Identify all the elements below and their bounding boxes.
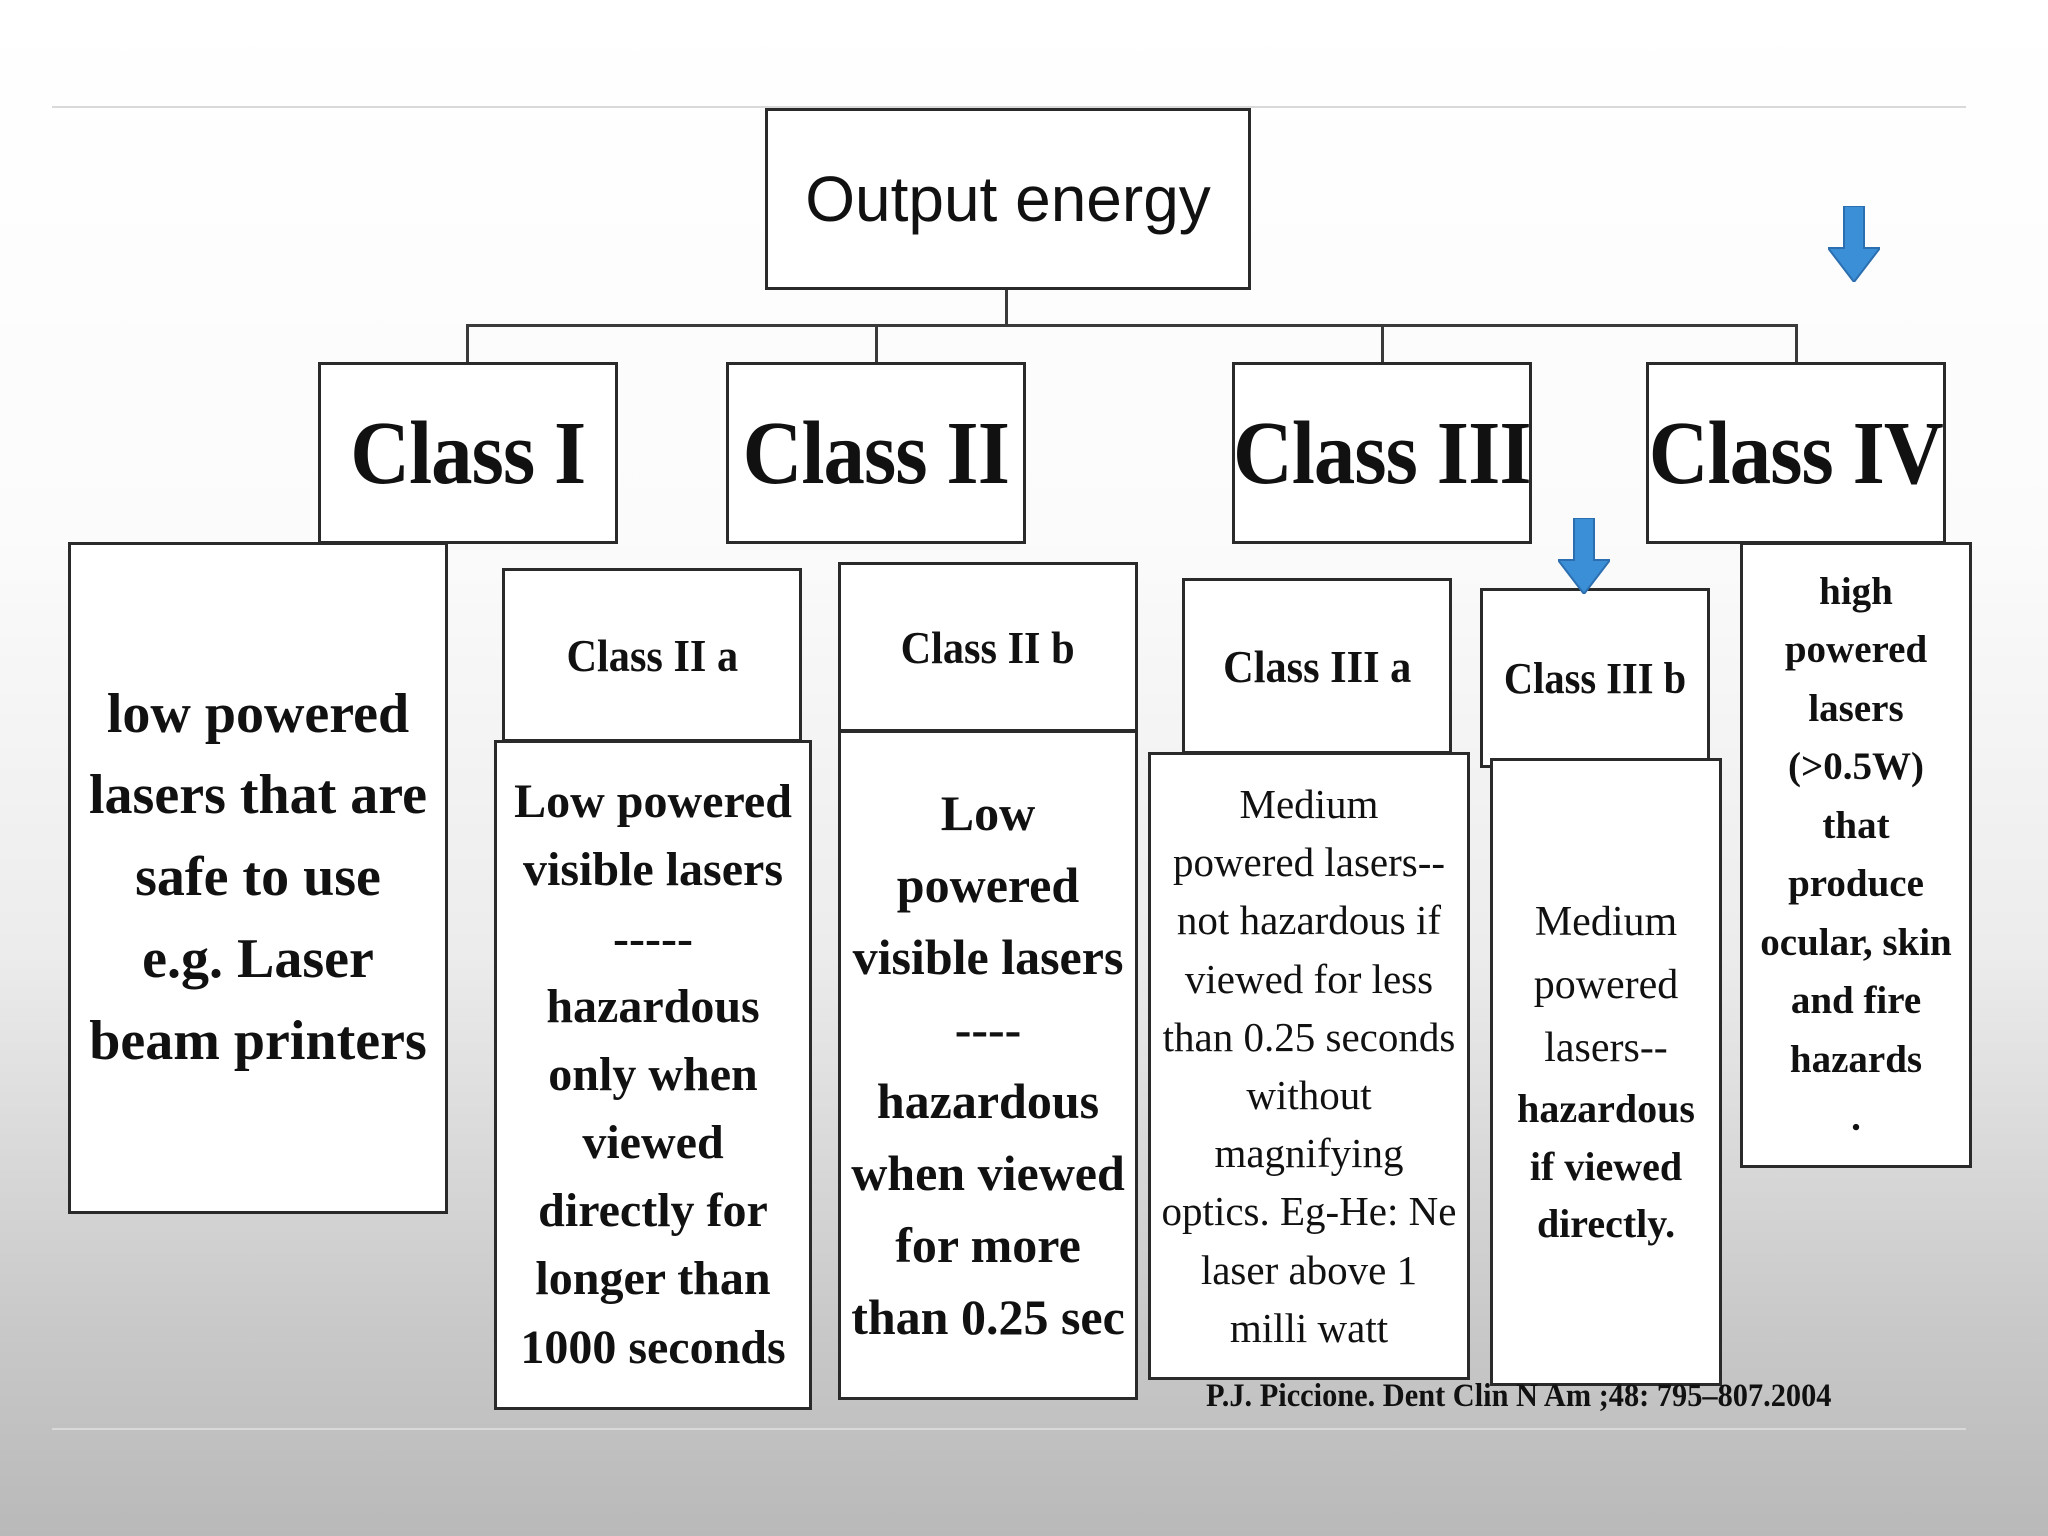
class-iii-a-title: Class III a: [1222, 640, 1412, 692]
class-iv-label: Class IV: [1649, 403, 1944, 503]
class-iii-b-description-box: [1490, 758, 1722, 1386]
class-ii-b-description: Low powered visible lasers ---- hazardous when viewed for more than 0.25 sec: [851, 785, 1125, 1345]
connector-class-iii: [1381, 324, 1384, 364]
class-ii-a-title: Class II a: [566, 629, 738, 681]
class-ii-box: [726, 362, 1026, 544]
class-iii-box: [1232, 362, 1532, 544]
class-iv-box: [1646, 362, 1946, 544]
class-iii-b-description-plain: Medium powered lasers--: [1533, 899, 1679, 1072]
class-iii-b-title-box: [1480, 588, 1710, 768]
bottom-rule: [52, 1428, 1966, 1430]
class-ii-a-description-box: [494, 740, 812, 1410]
class-ii-a-title-box: [502, 568, 802, 742]
class-iii-label: Class III: [1233, 403, 1531, 503]
class-iv-description: high powered lasers (>0.5W) that produce ocular, skin and fire hazards .: [1760, 569, 1952, 1139]
class-ii-b-description-box: [838, 730, 1138, 1400]
citation: P.J. Piccione. Dent Clin N Am ;48: 795–807.2004: [1206, 1378, 1832, 1414]
class-iii-a-description: Medium powered lasers-- not hazardous if viewed for less than 0.25 seconds without magnifying optics. Eg-He: Ne laser above 1 milli watt: [1161, 780, 1457, 1351]
class-iv-description-box: [1740, 542, 1972, 1168]
down-arrow-icon: [1828, 206, 1880, 282]
down-arrow-icon: [1558, 518, 1610, 594]
class-ii-a-description: Low powered visible lasers ----- hazardous only when viewed directly for longer than 1000 seconds: [514, 775, 792, 1374]
class-iii-a-title-box: [1182, 578, 1452, 754]
class-ii-b-title: Class II b: [900, 621, 1076, 673]
class-iii-b-title: Class III b: [1503, 653, 1687, 703]
connector-class-iv: [1795, 324, 1798, 364]
root-box: [765, 108, 1251, 290]
connector-class-ii: [875, 324, 878, 364]
class-i-description-box: [68, 542, 448, 1214]
connector-horizontal: [466, 324, 1798, 327]
root-label: Output energy: [805, 163, 1211, 235]
connector-root-stem: [1005, 288, 1008, 326]
class-iii-a-description-box: [1148, 752, 1470, 1380]
class-ii-label: Class II: [742, 403, 1010, 503]
class-i-box: [318, 362, 618, 544]
class-iii-b-description-bold: hazardous if viewed directly.: [1517, 1086, 1695, 1247]
connector-class-i: [466, 324, 469, 364]
class-i-description: low powered lasers that are safe to use e.g. Laser beam printers: [89, 682, 427, 1072]
class-i-label: Class I: [350, 403, 586, 503]
class-ii-b-title-box: [838, 562, 1138, 732]
